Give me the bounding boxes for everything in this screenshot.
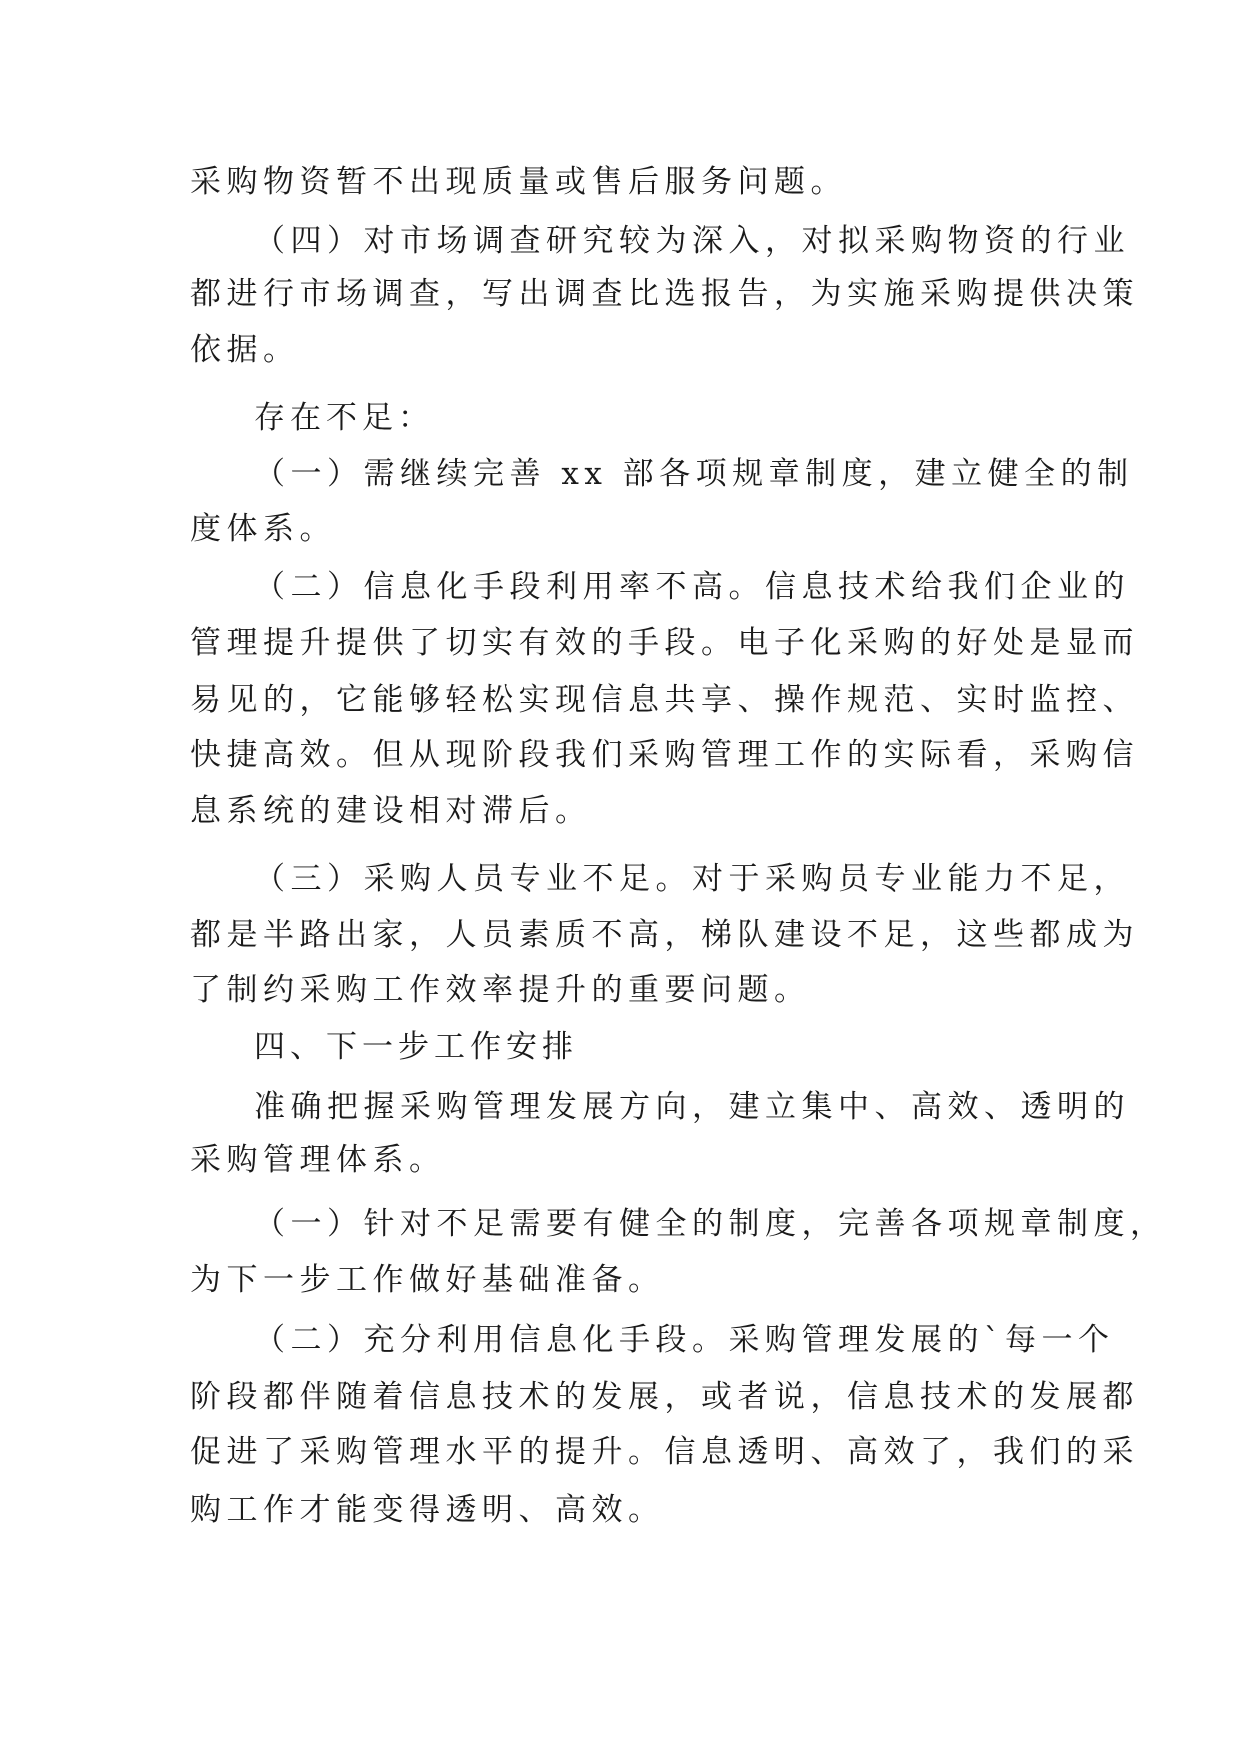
section-heading: 存在不足：	[254, 400, 434, 436]
paragraph-line: 管理提升提供了切实有效的手段。电子化采购的好处是显而	[190, 625, 1139, 661]
paragraph-line: 阶段都伴随着信息技术的发展，或者说，信息技术的发展都	[190, 1379, 1139, 1415]
paragraph-line: 采购管理体系。	[190, 1142, 446, 1178]
paragraph-line: 都是半路出家，人员素质不高，梯队建设不足，这些都成为	[190, 917, 1139, 953]
paragraph-line: （一）针对不足需要有健全的制度，完善各项规章制度，	[254, 1206, 1167, 1242]
paragraph-line: 易见的，它能够轻松实现信息共享、操作规范、实时监控、	[190, 682, 1139, 718]
paragraph-line: 为下一步工作做好基础准备。	[190, 1262, 665, 1298]
paragraph-line: 息系统的建设相对滞后。	[190, 793, 592, 829]
paragraph-line: （二）信息化手段利用率不高。信息技术给我们企业的	[254, 569, 1130, 605]
paragraph-line: 依据。	[190, 332, 300, 368]
paragraph-line: （四）对市场调查研究较为深入，对拟采购物资的行业	[254, 223, 1130, 259]
paragraph-line: 了制约采购工作效率提升的重要问题。	[190, 972, 811, 1008]
paragraph-line: （一）需继续完善 xx 部各项规章制度，建立健全的制	[254, 456, 1134, 492]
paragraph-line: 促进了采购管理水平的提升。信息透明、高效了，我们的采	[190, 1434, 1139, 1470]
paragraph-line: 都进行市场调查，写出调查比选报告，为实施采购提供决策	[190, 276, 1139, 312]
section-heading: 四、下一步工作安排	[254, 1029, 578, 1065]
paragraph-line: （二）充分利用信息化手段。采购管理发展的`每一个	[254, 1322, 1115, 1358]
paragraph-line: 购工作才能变得透明、高效。	[190, 1492, 665, 1528]
paragraph-line: 准确把握采购管理发展方向，建立集中、高效、透明的	[254, 1089, 1130, 1125]
paragraph-line: 度体系。	[190, 511, 336, 547]
paragraph-line: （三）采购人员专业不足。对于采购员专业能力不足，	[254, 861, 1130, 897]
paragraph-line: 快捷高效。但从现阶段我们采购管理工作的实际看，采购信	[190, 737, 1139, 773]
paragraph-line: 采购物资暂不出现质量或售后服务问题。	[190, 164, 847, 200]
